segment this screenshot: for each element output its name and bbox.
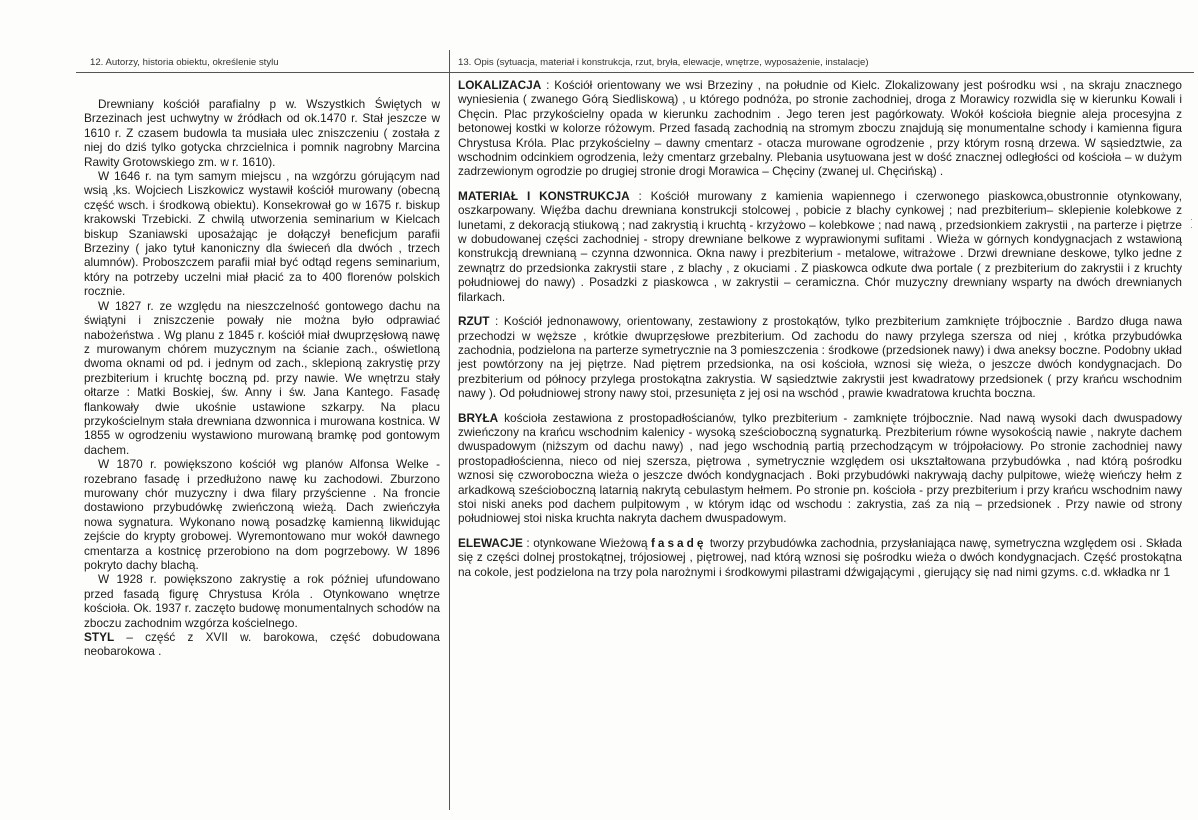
section-text-lokalizacja: Kościół orientowany we wsi Brzeziny , na południe od Kielc. Zlokalizowany jest pośrodku wsi , na skraju znacznego wyniesienia ( zwanego Górą Siedliskową) , u którego podnóża, po stronie zachodniej, droga z Morawicy rozwidla się w kierunku Kowali i Chęcin. Plac przykościelny opada w kierunku zachodnim . Jego teren jest pagórkowaty. Wokół kościoła biegnie aleja procesyjna z betonowej kostki w kolorze różowym. Przed fasadą zachodnią na stromym zboczu znajdują się monumentalne schody i kamienna figura Chrystusa Króla. Plac przykościelny – dawny cmentarz - otacza murowane ogrodzenie , przy którym rosną drzewa. W sąsiedztwie, za wschodnim odcinkiem ogrodzenia, leży cmentarz grzebalny. Plebania usytuowana jest w dość znacznej odległości od kościoła – w dużym zadrzewionym ogrodzie po drugiej stronie drogi Morawica – Chęciny (zwanej ul. Chęcińską) . (458, 78, 1182, 179)
style-paragraph (84, 630, 440, 659)
header-divider (76, 72, 1194, 73)
section-lokalizacja: LOKALIZACJA : Kościół orientowany we wsi Brzeziny , na południe od Kielc. Zlokalizowany jest pośrodku wsi , na skraju znacznego wyniesienia ( zwanego Górą Siedliskową) , u którego podnóża, po stronie zachodniej, droga z Morawicy rozwidla się w kierunku Kowali i Chęcin. Plac przykościelny opada w kierunku zachodnim . Jego teren jest pagórkowaty. Wokół kościoła biegnie aleja procesyjna z betonowej kostki w kolorze różowym. Przed fasadą zachodnią na stromym zboczu znajdują się monumentalne schody i kamienna figura Chrystusa Króla. Plac przykościelny – dawny cmentarz - otacza murowane ogrodzenie , przy którym rosną drzewa. W sąsiedztwie, za wschodnim odcinkiem ogrodzenia, leży cmentarz grzebalny. Plebania usytuowana jest w dość znacznej odległości od kościoła – w dużym zadrzewionym ogrodzie po drugiej stronie drogi Morawica – Chęciny (zwanej ul. Chęcińską) . (458, 78, 1182, 179)
section-bryla (458, 411, 1182, 526)
margin-mark: · · (1190, 214, 1193, 232)
section-title-rzut: RZUT (458, 314, 490, 329)
history-paragraph: Drewniany kościół parafialny p w. Wszystkich Świętych w Brzezinach jest uchwytny w źródłach od ok.1470 r. Stał jeszcze w 1610 r. Z czasem budowla ta musiała ulec zniszczeniu ( została z niej do dziś tylko gotycka chrzcielnica i pomnik nagrobny Marcina Rawity Grotowskiego zm. w r. 1610). (84, 97, 440, 169)
left-column-header: 12. Autorzy, historia obiektu, określenie stylu (90, 57, 279, 68)
section-title-lokalizacja: LOKALIZACJA (458, 78, 542, 92)
section-title-elewacje: ELEWACJE (458, 535, 523, 550)
section-text-bryla: kościoła zestawiona z prostopadłościanów, tylko prezbiterium - zamknięte trójbocznie. Nad nawą wysoki dach dwuspadowy zwieńczony na krańcu wschodnim kalenicy - wysoką sześcioboczną sygnaturką. Prezbiterium równe wysokością nawie , nakryte dachem dwuspadowym (niższym od dachu nawy) , nad jego wschodnią partią przechodzącym w trójpołaciowy. Po stronie zachodniej nawy prostopadłościenna, nieco od niej szersza, piętrowa , symetrycznie względem osi ukształtowana przybudówka , nad którą pośrodku wznosi się czworoboczna wieża o jeszcze dwóch kondygnacjach . Boki przybudówki nakrywają dachy pulpitowe, wieżę wieńczy hełm z arkadkową sześcioboczną latarnią nakrytą cebulastym hełmem. Po stronie pn. kościoła - przy prezbiterium i przy krańcu wschodnim nawy stoi niski aneks pod dachem pulpitowym , w którym idąc od wschodu : zakrystia, zaś za nią – przedsionek . Przy nawie od strony południowej stoi niska kruchta nakryta dachem dwuspadowym. (458, 410, 1183, 526)
section-emphasis-fasade: fasadę (651, 535, 707, 550)
section-rzut: RZUT : Kościół jednonawowy, orientowany, zestawiony z prostokątów, tylko prezbiterium zamknięte trójbocznie . Bardzo długa nawa przechodzi w węższe , krótkie dwuprzęsłowe prezbiterium. Od zachodu do nawy przylega szersza od niej , krótka przybudówka zachodnia, podzielona na parterze symetrycznie na 3 pomieszczenia : środkowe (przedsionek nawy) i dwa aneksy boczne. Podobny układ jest powtórzony na jej piętrze. Nad piętrem przedsionka, na osi kościoła, wznosi się wieża, o jeszcze dwóch kondygnacjach. Do prezbiterium od północy przylega prostokątna zakrystia. W sąsiedztwie zakrystii jest kwadratowy przedsionek ( przy krańcu wschodnim nawy ). Od południowej strony nawy stoi, przesunięta z jej osi na wschód , prawie kwadratowa kruchta boczna. (458, 314, 1182, 401)
section-title-bryla: BRYŁA (458, 410, 499, 425)
description-column (458, 78, 1182, 589)
history-paragraph: W 1870 r. powiększono kościół wg planów Alfonsa Welke - rozebrano fasadę i przedłużono nawę ku zachodowi. Zburzono murowany chór muzyczny i dwa filary przyścienne . Na froncie dostawiono przybudówkę zwieńczoną wieżą. Dach zwieńczyła nowa sygnatura. Wykonano nową posadzkę kamienną likwidując zejście do krypty grobowej. Wyremontowano mur wokół dawnego cmentarza a kostnicę przerobiono na dom pogrzebowy. W 1896 pokryto dachy blachą. (84, 457, 440, 572)
section-title-material: MATERIAŁ I KONSTRUKCJA (458, 188, 630, 203)
right-column-header: 13. Opis (sytuacja, materiał i konstrukcja, rzut, bryła, elewacje, wnętrze, wyposażenie, instalacje) (458, 57, 869, 68)
section-elewacje: ELEWACJE : otynkowane Wieżową fasadę tworzy przybudówka zachodnia, przysłaniająca nawę, symetryczna względem osi . Składa się z części dolnej prostokątnej, trójosiowej , piętrowej, nad którą wznosi się pośrodku wieża o dwóch kondygnacjach. Część prostokątna na cokole, jest podzielona na trzy pola narożnymi i środkowymi pilastrami dźwigającymi , gierujący się nad nimi gzyms. c.d. wkładka nr 1 (458, 535, 1182, 579)
style-text: – część z XVII w. barokowa, część dobudowana neobarokowa . (84, 630, 440, 659)
history-paragraph: W 1646 r. na tym samym miejscu , na wzgórzu górującym nad wsią ,ks. Wojciech Liszkowicz wystawił kościół murowany (obecną część wsch. i środkową obiektu). Konsekrował go w 1675 r. biskup krakowski Trzebicki. Z chwilą utworzenia seminarium w Kielcach biskup Szaniawski uposażając je dołączył beneficjum parafii Brzeziny ( jako tytuł kanoniczny dla świeceń dla dwóch , trzech alumnów). Proboszczem parafii miał być odtąd regens seminarium, który na potrzeby uczelni miał płacić za to 400 florenów polskich rocznie. (84, 169, 440, 299)
history-paragraph: W 1928 r. powiększono zakrystię a rok później ufundowano przed fasadą figurę Chrystusa Króla . Otynkowano wnętrze kościoła. Ok. 1937 r. zaczęto budowę monumentalnych schodów na zboczu zachodnim wzgórza kościelnego. (84, 572, 440, 630)
history-paragraph: W 1827 r. ze względu na nieszczelność gontowego dachu na świątyni i zniszczenie powały nie można było odprawiać nabożeństwa . Wg planu z 1845 r. kościół miał dwuprzęsłową nawę z murowanym chórem muzycznym na ścianie zach., oświetloną dwoma oknami od pd. i jednym od zach., sklepioną zakrystię przy prezbiterium i kruchtę boczną pd. przy nawie. We wnętrzu stały ołtarze : Matki Boskiej, św. Anny i św. Jana Kantego. Fasadę flankowały dwie ukośnie ustawione szkarpy. Na placu przykościelnym stała drewniana dzwonnica i murowana kostnica. W 1855 w ogrodzeniu wystawiono murowaną bramkę pod gontowym dachem. (84, 298, 440, 457)
section-text-rzut: Kościół jednonawowy, orientowany, zestawiony z prostokątów, tylko prezbiterium zamknięte trójbocznie . Bardzo długa nawa przechodzi w węższe , krótkie dwuprzęsłowe prezbiterium. Od zachodu do nawy przylega szersza od niej , krótka przybudówka zachodnia, podzielona na parterze symetrycznie na 3 pomieszczenia : środkowe (przedsionek nawy) i dwa aneksy boczne. Podobny układ jest powtórzony na jej piętrze. Nad piętrem przedsionka, na osi kościoła, wznosi się wieża, o jeszcze dwóch kondygnacjach. Do prezbiterium od północy przylega prostokątna zakrystia. W sąsiedztwie zakrystii jest kwadratowy przedsionek ( przy krańcu wschodnim nawy ). Od południowej strony nawy stoi, przesunięta z jej osi na wschód , prawie kwadratowa kruchta boczna. (458, 314, 1182, 401)
section-text-material: Kościół murowany z kamienia wapiennego i czerwonego piaskowca,obustronnie otynkowany, oszkarpowany. Więźba dachu drewniana konstrukcji stolcowej , pobicie z blachy cynkowej ; nad prezbiterium– sklepienie kolebkowe z lunetami, z dekoracją stiukową ; nad zakrystią i kruchtą - krzyżowo – kolebkowe ; nad nawą , przedsionkiem zakrystii , na parterze i piętrze w dobudowanej części zachodniej - stropy drewniane belkowe z wyprawionymi sufitami . Wieża w górnych kondygnacjach z wstawioną konstrukcją drewnianą – czynna dzwonnica. Okna nawy i prezbiterium - metalowe, witrażowe . Drzwi drewniane deskowe, tylko jedne z zewnątrz do przedsionka zakrystii stare , z blachy , z okuciami . Z piaskowca odkute dwa portale ( z prezbiterium do zakrystii i z kruchty południowej do nawy) . Posadzki z piaskowca , w zakrystii – ceramiczna. Chór muzyczny drewniany wsparty na dwóch drewnianych filarkach. (458, 188, 1182, 304)
style-label: STYL (84, 630, 115, 645)
column-divider (449, 50, 450, 810)
section-text-elewacje-b: tworzy przybudówka zachodnia, przysłaniająca nawę, symetryczna względem osi . Składa się z części dolnej prostokątnej, trójosiowej , piętrowej, nad którą wznosi się pośrodku wieża o dwóch kondygnacjach. Część prostokątna na cokole, jest podzielona na trzy pola narożnymi i środkowymi pilastrami dźwigającymi , gierujący się nad nimi gzyms. c.d. wkładka nr 1 (458, 535, 1182, 579)
section-material: MATERIAŁ I KONSTRUKCJA : Kościół murowany z kamienia wapiennego i czerwonego piaskowca,obustronnie otynkowany, oszkarpowany. Więźba dachu drewniana konstrukcji stolcowej , pobicie z blachy cynkowej ; nad prezbiterium– sklepienie kolebkowe z lunetami, z dekoracją stiukową ; nad zakrystią i kruchtą - krzyżowo – kolebkowe ; nad nawą , przedsionkiem zakrystii , na parterze i piętrze w dobudowanej części zachodniej - stropy drewniane belkowe z wyprawionymi sufitami . Wieża w górnych kondygnacjach z wstawioną konstrukcją drewnianą – czynna dzwonnica. Okna nawy i prezbiterium - metalowe, witrażowe . Drzwi drewniane deskowe, tylko jedne z zewnątrz do przedsionka zakrystii stare , z blachy , z okuciami . Z piaskowca odkute dwa portale ( z prezbiterium do zakrystii i z kruchty południowej do nawy) . Posadzki z piaskowca , w zakrystii – ceramiczna. Chór muzyczny drewniany wsparty na dwóch drewnianych filarkach. (458, 188, 1182, 304)
section-text-elewacje-a: otynkowane Wieżową (533, 535, 651, 550)
history-column (84, 97, 440, 659)
